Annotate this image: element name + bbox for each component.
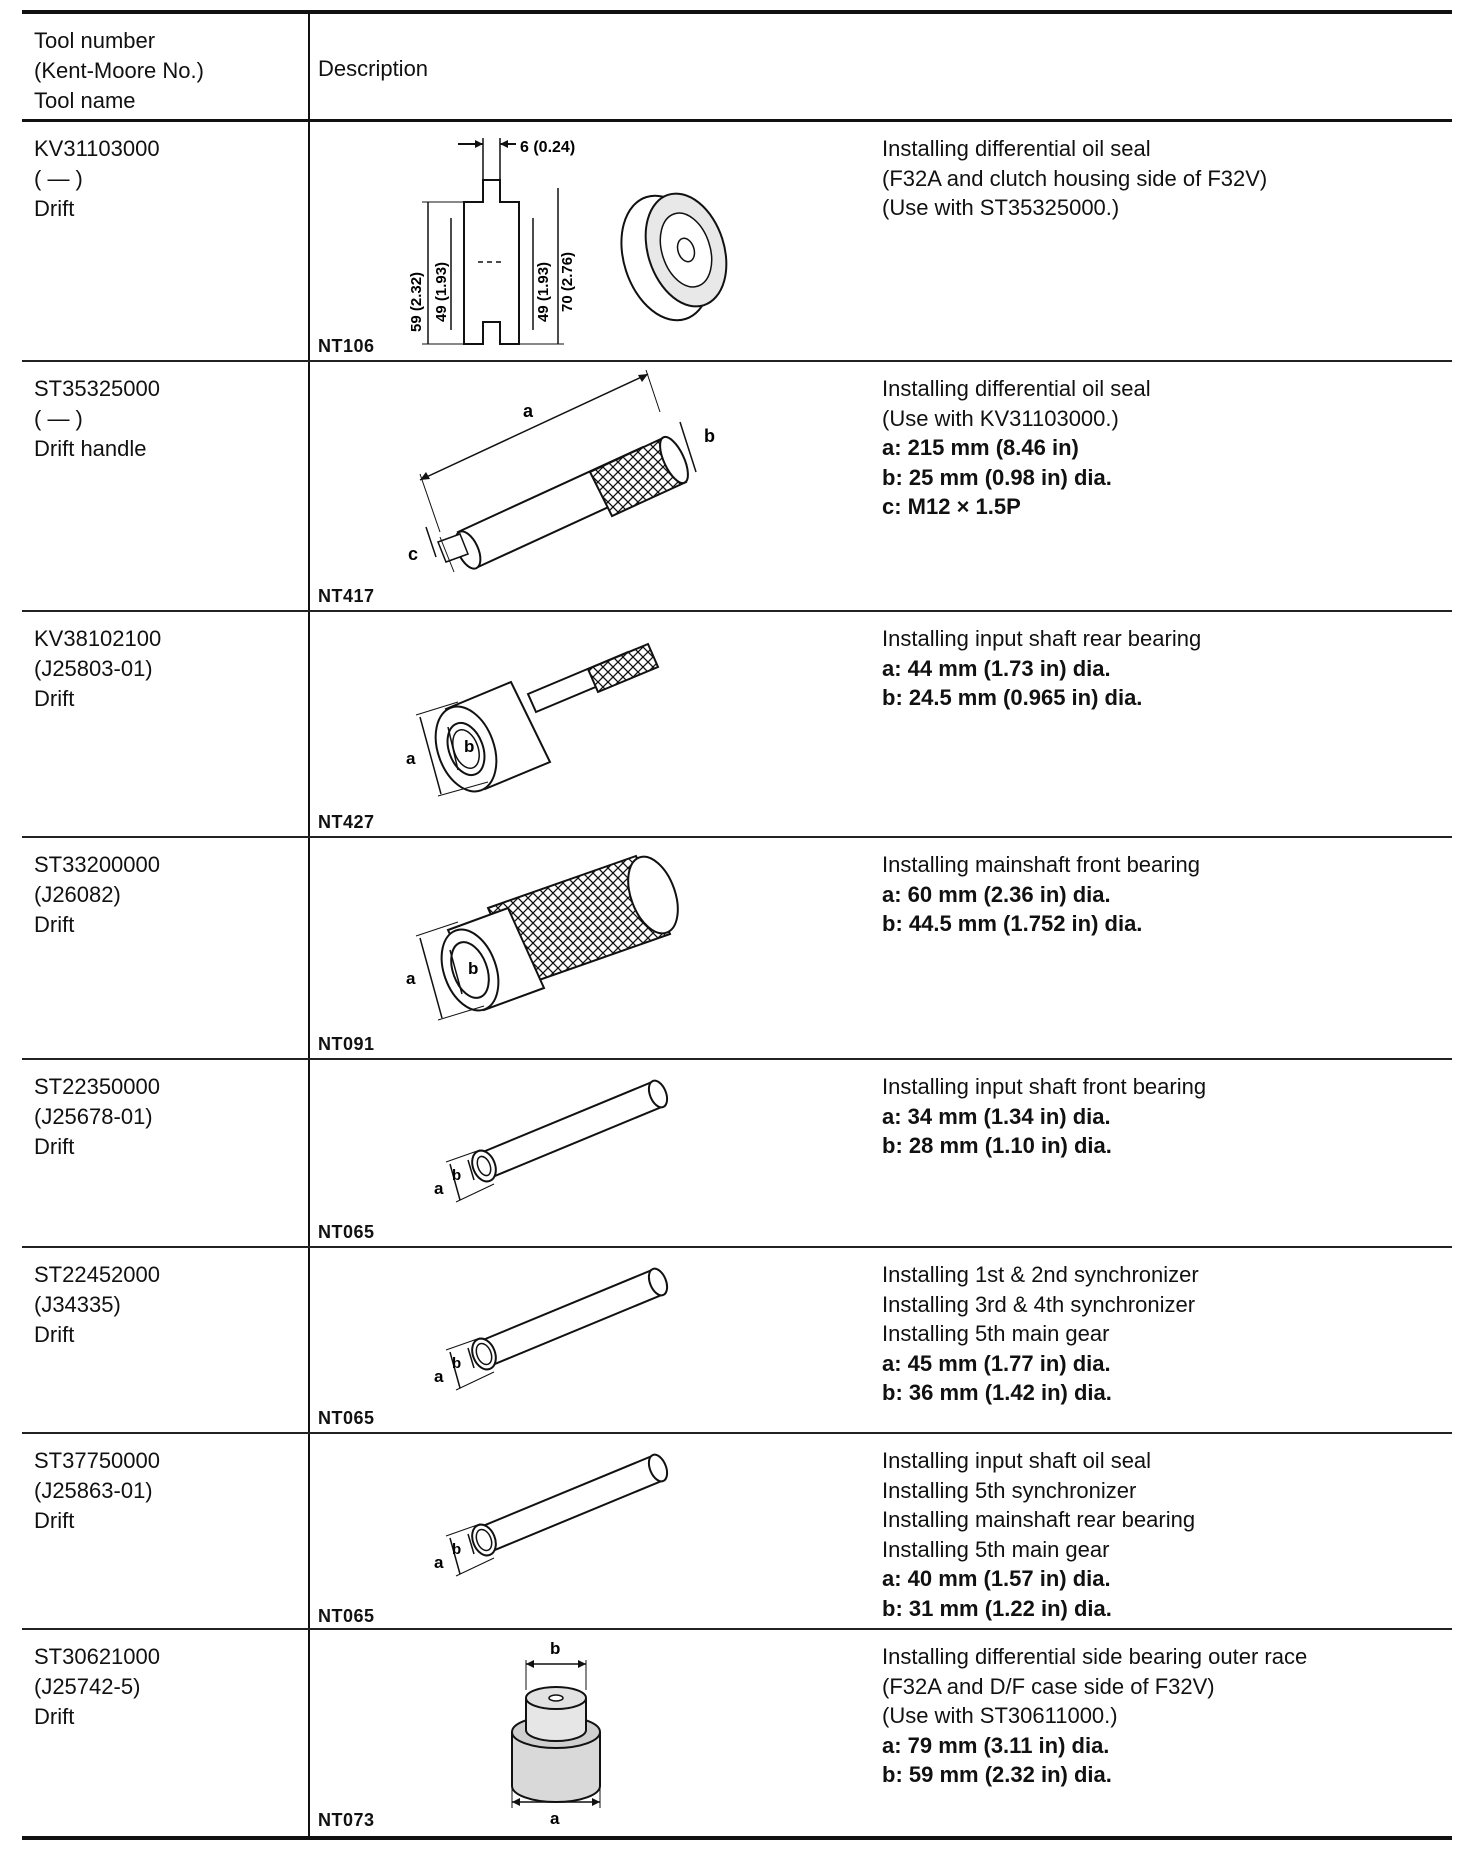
desc-spec-b: b: 24.5 mm (0.965 in) dia. xyxy=(882,685,1143,710)
tool-name: Drift handle xyxy=(34,436,147,461)
drift-handle-diagram xyxy=(318,362,878,612)
tool-number: ST30621000 xyxy=(34,1644,160,1669)
desc-spec-b: b: 28 mm (1.10 in) dia. xyxy=(882,1133,1112,1158)
table-row xyxy=(22,1434,1452,1630)
tool-id-cell xyxy=(34,1260,294,1350)
drift-diagram xyxy=(318,612,878,838)
description xyxy=(882,1446,1442,1623)
desc-line: Installing input shaft rear bearing xyxy=(882,626,1202,651)
tool-number: ST22452000 xyxy=(34,1262,160,1287)
tool-name: Drift xyxy=(34,1322,75,1347)
label-b: b xyxy=(452,1541,462,1558)
desc-line: Installing 5th main gear xyxy=(882,1321,1110,1346)
desc-line: (Use with KV31103000.) xyxy=(882,405,1119,431)
figure-code: NT065 xyxy=(318,1606,375,1626)
kent-moore-number: (J26082) xyxy=(34,882,121,907)
kent-moore-number: ( — ) xyxy=(34,166,83,191)
header-tool-name: Tool name xyxy=(34,88,136,113)
dim-label-49-right: 49 (1.93) xyxy=(535,261,552,322)
figure-code: NT417 xyxy=(318,586,375,606)
tool-name: Drift xyxy=(34,1508,75,1533)
label-b: b xyxy=(468,959,479,978)
tool-id-cell xyxy=(34,624,294,714)
desc-spec-a: a: 79 mm (3.11 in) dia. xyxy=(882,1732,1110,1758)
tool-number: KV31103000 xyxy=(34,136,160,161)
description xyxy=(882,1260,1442,1408)
desc-line: Installing mainshaft front bearing xyxy=(882,852,1200,877)
figure-code: NT427 xyxy=(318,812,375,832)
header-kent-moore: (Kent-Moore No.) xyxy=(34,58,204,83)
tool-number: ST37750000 xyxy=(34,1448,160,1473)
label-a: a xyxy=(434,1553,444,1572)
desc-line: (Use with ST35325000.) xyxy=(882,195,1120,220)
label-a: a xyxy=(550,1809,560,1828)
dim-label-top: 6 (0.24) xyxy=(520,139,576,156)
kent-moore-number: (J25803-01) xyxy=(34,656,153,681)
desc-spec-a: a: 40 mm (1.57 in) dia. xyxy=(882,1566,1111,1591)
desc-spec-a: a: 45 mm (1.77 in) dia. xyxy=(882,1350,1111,1376)
tool-name: Drift xyxy=(34,912,75,937)
drift-tube-diagram xyxy=(318,1060,878,1248)
desc-line: Installing mainshaft rear bearing xyxy=(882,1507,1196,1532)
label-b: b xyxy=(452,1167,462,1184)
tool-number: KV38102100 xyxy=(34,626,162,651)
figure-code: NT091 xyxy=(318,1034,375,1054)
desc-spec-a: a: 44 mm (1.73 in) dia. xyxy=(882,655,1111,681)
desc-spec-b: b: 31 mm (1.22 in) dia. xyxy=(882,1595,1112,1621)
label-b: b xyxy=(452,1355,462,1372)
table-row xyxy=(22,1248,1452,1434)
label-a: a xyxy=(406,969,416,988)
bottom-rule xyxy=(22,1836,1452,1840)
tool-number: ST33200000 xyxy=(34,852,160,877)
tool-name: Drift xyxy=(34,196,75,221)
tool-id-cell xyxy=(34,850,294,940)
drift-diagram xyxy=(318,122,878,362)
figure-code: NT106 xyxy=(318,336,375,356)
label-a: a xyxy=(434,1367,444,1386)
label-b: b xyxy=(704,426,715,446)
desc-line: Installing input shaft front bearing xyxy=(882,1074,1207,1099)
desc-spec-a: a: 60 mm (2.36 in) dia. xyxy=(882,881,1111,907)
figure-code: NT065 xyxy=(318,1222,375,1242)
kent-moore-number: (J25742-5) xyxy=(34,1674,141,1699)
figure-code: NT073 xyxy=(318,1810,375,1830)
desc-line: (Use with ST30611000.) xyxy=(882,1703,1118,1728)
figure-code: NT065 xyxy=(318,1408,375,1428)
tool-number: ST35325000 xyxy=(34,376,160,401)
drift-tube-diagram xyxy=(318,1434,878,1630)
table-row xyxy=(22,122,1452,362)
desc-spec-b: b: 59 mm (2.32 in) dia. xyxy=(882,1762,1112,1787)
tool-name: Drift xyxy=(34,1704,75,1729)
description xyxy=(882,1642,1442,1790)
desc-line: Installing 3rd & 4th synchronizer xyxy=(882,1291,1196,1317)
tool-id-cell xyxy=(34,1642,294,1732)
kent-moore-number: ( — ) xyxy=(34,406,83,431)
table-row xyxy=(22,1630,1452,1836)
dim-label-70: 70 (2.76) xyxy=(559,251,576,312)
desc-spec-a: a: 34 mm (1.34 in) dia. xyxy=(882,1103,1111,1129)
drift-tube-diagram xyxy=(318,1248,878,1434)
desc-spec-a: a: 215 mm (8.46 in) xyxy=(882,435,1079,460)
header-tool-number: Tool number xyxy=(34,28,156,53)
desc-line: (F32A and clutch housing side of F32V) xyxy=(882,165,1268,191)
table-row xyxy=(22,1060,1452,1248)
dim-label-59: 59 (2.32) xyxy=(408,271,425,332)
desc-line: Installing differential oil seal xyxy=(882,136,1151,161)
kent-moore-number: (J25678-01) xyxy=(34,1104,153,1129)
desc-spec-b: b: 25 mm (0.98 in) dia. xyxy=(882,464,1112,490)
top-rule xyxy=(22,10,1452,14)
tool-name: Drift xyxy=(34,686,75,711)
desc-spec-b: b: 36 mm (1.42 in) dia. xyxy=(882,1380,1112,1405)
description xyxy=(882,1072,1442,1161)
description xyxy=(882,374,1442,522)
desc-line: Installing differential oil seal xyxy=(882,376,1151,401)
description xyxy=(882,624,1442,713)
table-row xyxy=(22,838,1452,1060)
tool-name: Drift xyxy=(34,1134,75,1159)
dim-label-49-left: 49 (1.93) xyxy=(433,261,450,322)
drift-diagram xyxy=(318,838,878,1060)
tool-id-cell xyxy=(34,134,294,224)
label-a: a xyxy=(523,401,534,421)
tool-id-cell xyxy=(34,374,294,464)
desc-line: Installing input shaft oil seal xyxy=(882,1448,1152,1473)
description xyxy=(882,134,1442,223)
table-row xyxy=(22,362,1452,612)
label-c: c xyxy=(408,544,419,564)
header-description: Description xyxy=(318,56,429,81)
desc-line: Installing 1st & 2nd synchronizer xyxy=(882,1262,1199,1287)
kent-moore-number: (J34335) xyxy=(34,1292,121,1317)
label-b: b xyxy=(550,1639,561,1658)
header-tool-column xyxy=(34,26,294,116)
label-a: a xyxy=(406,749,416,768)
kent-moore-number: (J25863-01) xyxy=(34,1478,153,1503)
drift-stepped-diagram xyxy=(318,1630,878,1836)
desc-line: Installing differential side bearing outer race xyxy=(882,1644,1308,1669)
desc-line: Installing 5th main gear xyxy=(882,1536,1110,1562)
tool-id-cell xyxy=(34,1446,294,1536)
desc-spec-b: b: 44.5 mm (1.752 in) dia. xyxy=(882,911,1143,936)
label-b: b xyxy=(464,737,475,756)
desc-line: Installing 5th synchronizer xyxy=(882,1477,1137,1503)
label-a: a xyxy=(434,1179,444,1198)
desc-line: (F32A and D/F case side of F32V) xyxy=(882,1673,1215,1699)
tool-id-cell xyxy=(34,1072,294,1162)
tool-number: ST22350000 xyxy=(34,1074,160,1099)
table-row xyxy=(22,612,1452,838)
desc-spec-c: c: M12 × 1.5P xyxy=(882,494,1021,519)
description xyxy=(882,850,1442,939)
